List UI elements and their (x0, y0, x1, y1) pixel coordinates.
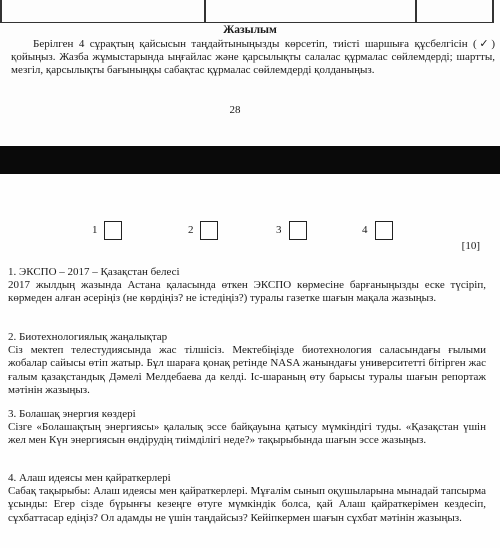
table-divider-2 (415, 0, 417, 22)
choice-3[interactable] (272, 221, 312, 241)
checkbox[interactable] (104, 221, 122, 240)
upper-page (0, 0, 500, 145)
topic-1 (8, 266, 486, 306)
score-marks: [10] (461, 240, 480, 252)
choice-number: 1 (92, 224, 98, 236)
topic-body: Сізге «Болашақтың энергиясы» қалалық эссе байқауына қатысу мүмкіндігі туды. «Қазақстан үшін жел мен Күн энергиясын өндірудің тиімділігі неде?» тақырыбында шағын эссе жазыңыз. (8, 421, 486, 447)
choice-number: 2 (188, 224, 194, 236)
page-separator-band (0, 146, 500, 174)
choice-number: 4 (362, 224, 368, 236)
choice-4[interactable] (358, 221, 398, 241)
checkbox[interactable] (200, 221, 218, 240)
choice-number: 3 (276, 224, 282, 236)
topic-title: 2. Биотехнологиялық жаңалықтар (8, 331, 168, 343)
topic-4 (8, 472, 486, 525)
choice-2[interactable] (184, 221, 224, 241)
topic-body: Сіз мектеп телестудиясында жас тілшісіз. Мектебіңізде биотехнология саласындағы ғылыми жобалар сайысы өтіп жатыр. Бұл шараға қонақ ретінде NASA жанындағы университетті бітірген жас ғалым қазақстандық Дәмелі Мелдебаева да келді. Іс-шараның өту барысы туралы шағын репортаж мәтінін жазыңыз. (8, 344, 486, 396)
topic-body: Сабақ тақырыбы: Алаш идеясы мен қайраткерлері. Мұғалім сынып оқушыларына мынадай тапсырма ұсынды: Егер сізде бүрынғы кезеңге өтуге мүмкіндік болса, қай Алаш қайраткерімен кездесіп, сұхбаттасар едіңіз? Ол адамды не үшін таңдайсыз? Кейіпкермен шағын сұхбат мәтінін жазыңыз. (8, 485, 486, 524)
table-right-border (492, 0, 494, 22)
checkbox[interactable] (289, 221, 307, 240)
checkbox[interactable] (375, 221, 393, 240)
table-left-border (0, 0, 2, 22)
choice-1[interactable] (88, 221, 128, 241)
table-divider-1 (204, 0, 206, 22)
topic-3 (8, 408, 486, 448)
top-table-edge (0, 0, 494, 23)
page-number: 28 (229, 104, 241, 116)
topic-title: 3. Болашақ энергия көздері (8, 408, 136, 420)
section-title: Жазылым (223, 24, 277, 36)
task-instructions: Берілген 4 сұрақтың қайсысын таңдайтыныңызды көрсетіп, тиісті шаршыға құсбелгісін (✓) қойыңыз. Жазба жұмыстарында ыңғайлас және қарсылықты салалас құрмалас сөйлемдерді; шартты, мезгіл, қарсылықты бағыныңқы сабақтас құрмалас сөйлемдерді қолданыңыз. (11, 38, 495, 77)
topic-title: 1. ЭКСПО – 2017 – Қазақстан белесі (8, 266, 180, 278)
topic-title: 4. Алаш идеясы мен қайраткерлері (8, 472, 171, 484)
topic-body: 2017 жылдың жазында Астана қаласында өткен ЭКСПО көрмесіне барғаныңызды еске түсіріп, көрмеден алған әсеріңіз (не көрдіңіз? не істедіңіз?) туралы газетке шағын мақала жазыңыз. (8, 279, 486, 305)
topic-2 (8, 331, 486, 397)
